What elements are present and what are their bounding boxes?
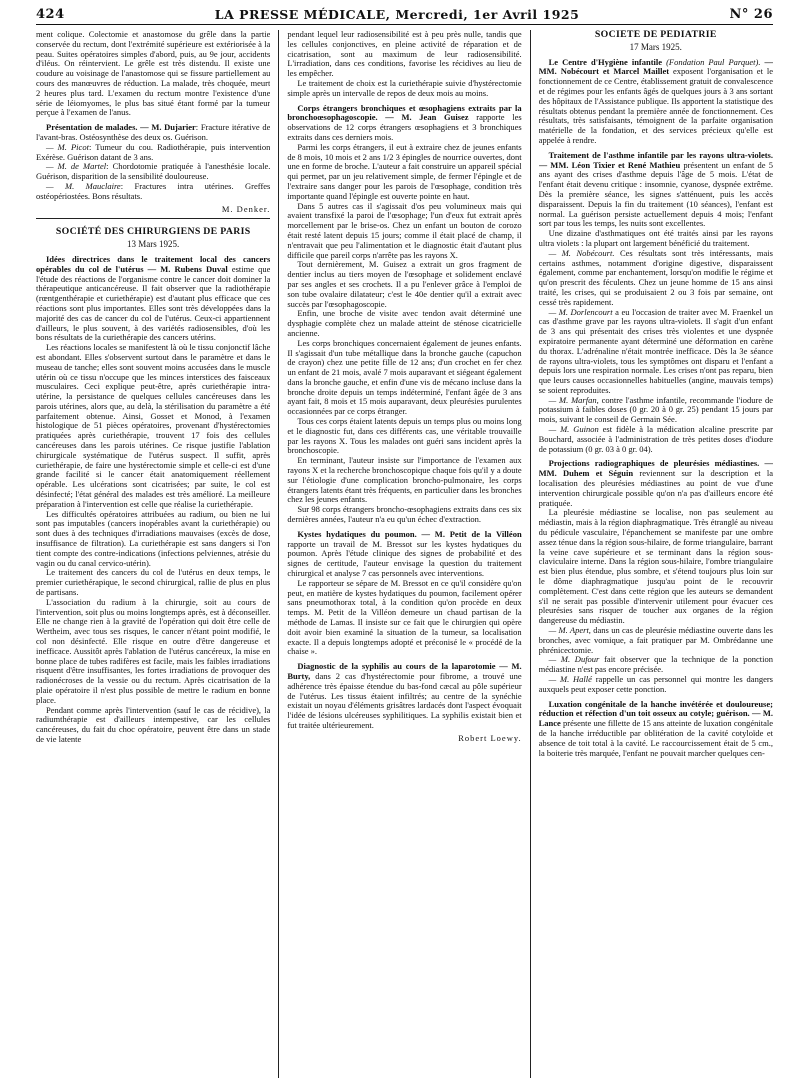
paragraph: ment colique. Colectomie et anastomose du grêle dans la partie conservée du rectum, dont l'extrémité supérieure est extériorisée à la peau. Suites opératoires simples d'abord, puis, au 9e jour, accidents d'iléus. On réintervient. Le grêle est très distendu. Il existe une coudure au voisinage de l'anastomose qui se fissure partiellement au cours des manœuvres de réduction. La malade, très choquée, meurt 2 heures plus tard. L'examen du rectum montre l'existence d'une série de léiomyomes, le plus bas situé étant formé par la tumeur perçue à l'examen de l'anus. [36, 30, 271, 118]
paragraph: Dans 5 autres cas il s'agissait d'os peu volumineux mais qui avaient transfixé la paroi de l'œsophage; l'un d'eux fut extrait après morcellement par le brise-os. Chez un enfant un bouton de corozo était resté latent depuis 15 jours; comme il était placé de champ, il n'entravait que peu l'alimentation et le diagnostic était d'autant plus difficile que pareil corps n'arrête pas les rayons X. [287, 200, 522, 260]
paragraph [36, 162, 270, 182]
paragraph [539, 425, 773, 454]
paragraph [36, 255, 270, 343]
section-title: SOCIÉTÉ DE PÉDIATRIE [594, 30, 717, 40]
signature: Robert Loewy. [458, 732, 522, 743]
rubric-title: Corps étrangers bronchiques et œsophagiens extraits par la bronchoœsophagoscopie. — M. Jean Guisez [287, 102, 522, 123]
rubric-title: — M. Picot [46, 141, 89, 152]
paragraph [539, 58, 773, 146]
paragraph-text: reviennent sur la description et la localisation des pleurésies médiastines au point de vue d'une intervention chirurgicale possible qu'on n'a pas d'ailleurs encore été pratiquée. [538, 468, 773, 508]
section-title: SOCIÉTÉ DES CHIRURGIENS DE PARIS [55, 226, 251, 238]
section-date: 17 Mars 1925. [629, 41, 682, 52]
paragraph-text: dans un cas de pleurésie médiastine ouverte dans les bronches, avec vomique, a fait pratiquer par M. Ombrédanne une phrénicectomie. [538, 625, 773, 655]
paragraph-text: exposent l'organisation et le fonctionnement de ce Centre, établissement gratuit de convalescence et de régimes pour les enfants âgés de quelques jours à 3 ans sortant des hôpitaux de l'Assistance publique. Ils apportent la statistique des résultats obtenus pendant la première année de fonctionnement. Ces résultats, très satisfaisants, témoignent de la parfaite organisation matérielle de la fondation, et des services précieux qu'elle est appelée à rendre. [538, 66, 773, 145]
rubric-title: Traitement de l'asthme infantile par les rayons ultra-violets. — MM. Léon Tixier et René Mathieu [538, 149, 773, 170]
paragraph-text: contre l'asthme infantile, recommande l'iodure de potassium à faibles doses (0 gr. 20 à 0 gr. 25) pendant 15 jours par mois, suivant le conseil de Germain Sée. [538, 394, 773, 425]
paragraph-text: estime que l'étude des réactions de l'organisme contre le cancer doit dominer la thérapeutique anticancéreuse. Il fait observer que la radiothérapie (rœntgenthérapie et curiethérapie) est d'autant plus efficace que ces réactions sont plus importantes. Elles sont très développées dans la majorité des cas de cancer du col de l'utérus. Ceux-ci appartiennent d'ailleurs, le plus souvent, à des variétés radiosensibles, d'où les bons résultats de la curiethérapie des cancers utérins. [36, 263, 271, 343]
rubric-title: Le Centre d'Hygiène infantile [548, 56, 663, 67]
paragraph-text: dans 2 cas d'hystérectomie pour fibrome, a trouvé une adhérence très épaisse étendue du bas-fond cæcal au pôle supérieur de l'utérus. Les tissus étaient infiltrés; au centre de la synéchie existait un noyau d'éléments grisâtres lardacés dont l'aspect évoquait l'idée de lésions ulcéreuses syphilitiques. La syphilis existait bien et fut traitée ultérieurement. [287, 671, 522, 730]
paragraph: Pendant comme après l'intervention (sauf le cas de récidive), la radiumthérapie est d'ailleurs intempestive, car les cellules cancéreuses, du fait du choc opératoire, peuvent être dans un stade de vie latente [36, 704, 271, 744]
paragraph-text: rapporte les observations de 12 corps étrangers œsophagiens et 3 bronchiques extraits dans ces derniers mois. [287, 112, 522, 142]
page-header [36, 2, 773, 22]
rubric-title: Présentation de malades. — M. Dujarier [46, 122, 196, 133]
paragraph-text: : Chordotomie pratiquée à l'anesthésie locale. Guérison, disparition de la sensibilité douloureuse. [36, 161, 271, 182]
paragraph: La pleurésie médiastine se localise, non pas seulement au médiastin, mais à la région diaphragmatique. Très étranglé au niveau du pédicule vasculaire, l'épanchement se manifeste par une ombre assez ténue dans la région sous-hilaire, de forme triangulaire, barrant la veine cave supérieure et se terminant dans la région sous-claviculaire interne. Dans la région sous-hilaire, l'ombre triangulaire est bien plus étendue, plus sombre, et s'étend toujours plus loin sur le dôme diaphragmatique jusqu'au point de le recouvrir complètement. C'est dans cette région que les auteurs se demandent s'il ne serait pas possible d'intervenir utilement pour évacuer ces pleurésies sans risquer de toucher aux organes de la région dangereuse du médiastin. [538, 507, 773, 626]
paragraph: Le traitement de choix est la curiethérapie suivie d'hystérectomie simple après un intervalle de repos de deux mois au moins. [287, 77, 522, 98]
rubric-title: Kystes hydatiques du poumon. — M. Petit de la Villéon [297, 528, 522, 539]
paragraph [539, 675, 773, 695]
paragraph: L'association du radium à la chirurgie, soit au cours de l'intervention, soit plus ou moins longtemps après, est à déconseiller. Elle ne change rien à la gravité de l'opération qui doit être celle de Wertheim, avec tous ses risques, le cancer n'étant point modifié, le col non désinfecté. Elle risque en outre d'être dangereuse et inefficace. Aussitôt après l'ablation de l'utérus cancéreux, la mise en bonne place de tubes radifères est facile, mais les faibles irradiations risquent d'être insuffisantes, les fortes irradiations de provoquer des radionécroses de la vessie ou du rectum. Après cicatrisation de la plaie opératoire il n'est plus possible de mettre le radium en bonne place. [36, 596, 271, 705]
masthead-title: LA PRESSE MÉDICALE, Mercredi, 1er Avril 1925 [214, 7, 580, 22]
column-2 [287, 30, 521, 1078]
paragraph [539, 459, 773, 508]
header-rule [36, 24, 773, 25]
paragraph: Les corps bronchiques concernaient également de jeunes enfants. Il s'agissait d'un tube métallique dans la bronche gauche (capuchon de crayon) chez une petite fille de 12 ans; d'un crochet en fer chez un enfant de 21 mois, avalé 7 mois auparavant et siégeant également dans la bronche gauche, et enfin d'une vis de mécano incluse dans la bronche droite depuis un temps indéterminé, l'enfant âgée de 3 ans ayant fait, 8 mois et 15 mois auparavant, deux pleurésies purulentes occasionnées par ce corps étranger. [287, 337, 522, 417]
rubric-title: — M. Dorlencourt [548, 306, 613, 317]
paragraph [539, 151, 773, 229]
paragraph-text: : Tumeur du cou. Radiothérapie, puis intervention Exérèse. Guérison datant de 3 ans. [36, 141, 271, 162]
paragraph-text: rappelle un cas personnel qui montre les dangers auxquels peut exposer cette ponction. [538, 674, 773, 694]
rubric-title: — M. Guinon [548, 424, 599, 435]
rubric-title: — M. de Martel [46, 161, 107, 172]
paragraph: Sur 98 corps étrangers broncho-œsophagiens extraits dans ces six dernières années, l'auteur n'a eu qu'un échec d'extraction. [287, 504, 522, 525]
column-divider [530, 30, 531, 1078]
paragraph: Tout dernièrement, M. Guisez a extrait un gros fragment de dentier inclus au tiers moyen de l'œsophage et solidement enclavé par ses angles et ses crochets. Il a pu l'enlever grâce à l'emploi de son tube ovalaire dilatateur; c'est le 40e dentier qu'il a extrait avec succès par l'œsophagoscopie. [287, 259, 522, 309]
paragraph [539, 626, 773, 655]
paragraph: Le traitement des cancers du col de l'utérus en deux temps, le premier curiethérapique, le second chirurgical, rallie de plus en plus de partisans. [36, 567, 271, 598]
column-divider [278, 30, 279, 1078]
paragraph: Les réactions locales se manifestent là où le tissu conjonctif lâche est abondant. Elles s'observent surtout dans le paramètre et dans le museau de tanche; elles sont souvent moins accusées dans le muscle utérin où ce tissu n'occupe que les minces interstices des faisceaux musculaires. Ceci explique peut-être, après curiethérapie intra-utérine, la persistance de quelques cellules cancéreuses dans les parois utérines, alors que, au delà, la stérilisation du paramètre a été parfaitement obtenue. Ainsi, Gosset et Monod, à l'examen histologique de 51 pièces opératoires, provenant d'hystérectomies pratiquées après curiethérapie, trouvent 17 fois des cellules cancéreuses dans les parois utérines. Ce risque justifie l'ablation chirurgicale systématique de l'utérus suspect. Il suffit, après curiethérapie, de faire une hystérectomie simple et celle-ci est d'une grande facilité si le cancer était anatomiquement réellement opérable. Les ulcérations sont cicatrisées; par suite, le col est désinfecté; l'état général des malades est très amélioré. La meilleure préparation à l'intervention est celle que réalise la curiethérapie. [36, 342, 271, 509]
paragraph: Enfin, une broche de visite avec tendon avait déterminé une dysphagie complète chez un malade atteint de sténose cicatricielle ancienne. [287, 308, 522, 338]
paragraph: pendant lequel leur radiosensibilité est à peu près nulle, tandis que les cellules conjonctives, en pleine activité de réparation et de cicatrisation, sont au maximum de leur radiosensibilité. L'irradiation, dans ces conditions, favorise les récidives au lieu de les empêcher. [287, 30, 522, 79]
paragraph [539, 249, 773, 308]
signature: M. Denker. [221, 203, 271, 214]
paragraph [287, 530, 521, 579]
paragraph: Les difficultés opératoires attribuées au radium, ou bien ne lui sont pas imputables (cancers inopérables avant la curiethérapie) ou sont dues à des techniques d'irradiations mauvaises (excès de dose, insuffisance de filtration). La curiethérapie est sans dangers si l'on tient compte des contre-indications (infections pelviennes, atrésie du vagin ou du canal cervico-utérin). [36, 508, 271, 568]
section-date: 13 Mars 1925. [127, 239, 180, 250]
rubric-title: — M. Hallé [548, 674, 592, 684]
paragraph [36, 143, 270, 163]
columns [36, 30, 773, 1078]
paragraph: En terminant, l'auteur insiste sur l'importance de l'examen aux rayons X et la recherche bronchoscopique chaque fois qu'il y a doute sur l'étiologie d'une complication broncho-pulmonaire, les corps étrangers latents étant très fréquents, en particulier dans les bronches chez les jeunes enfants. [287, 455, 522, 505]
rubric-title: Diagnostic de la syphilis au cours de la laparotomie — M. Burty, [287, 661, 522, 681]
column-3 [539, 30, 773, 1078]
paragraph-text: fait observer que la technique de la ponction médiastine n'est pas encore précisée. [538, 654, 773, 675]
paragraph [287, 104, 521, 143]
paragraph [36, 123, 270, 143]
rubric-title: Idées directrices dans le traitement local des cancers opérables du col de l'utérus — M. Rubens Duval [36, 253, 271, 274]
rubric-title: — M. Dufour [548, 654, 600, 665]
rubric-title: Projections radiographiques de pleurésies médiastines. — MM. Duhem et Séguin [538, 458, 773, 479]
paragraph-text: Ces résultats sont très intéressants, mais certains asthmes, notamment d'origine digestive, disparaissent également, comme par enchantement, lorsqu'on modifie le régime et qu'on prescrit des féculents. Chez un jeune homme de 15 ans ainsi traité, les crises, qui se produisaient 2 ou 3 fois par semaine, ont cessé très rapidement. [538, 247, 773, 307]
paragraph-text: : Fractures intra utérines. Greffes ostéopériostées. Bons résultats. [36, 180, 271, 201]
rubric-subtitle: (Fondation Paul Parquet). [666, 56, 761, 67]
rubric-title: — M. Mauclaire [46, 180, 121, 191]
paragraph: Une dizaine d'asthmatiques ont été traités ainsi par les rayons ultra violets : la plupart ont largement bénéficié du traitement. [538, 228, 773, 248]
paragraph-text: présente une fillette de 15 ans atteinte de luxation congénitale de la hanche irréductible par oblitération de la cavité cotyloïde et absence de toit total à la cavité. Le raccourcissement était de 5 cm., la boiterie très marquée, l'enfant ne pouvait marcher quelques cen- [538, 718, 773, 758]
paragraph-text: rapporte un travail de M. Bressot sur les kystes hydatiques du poumon. Après l'étude clinique des signes de probabilité et des signes de certitude, l'auteur envisage la question du traitement chirurgical et analyse 7 cas personnels avec interventions. [287, 538, 522, 579]
rubric-title: Luxation congénitale de la hanche invétérée et douloureuse; réduction et réfection d'un toit osseux au cotyle; guérison. — M. Lance [538, 698, 773, 729]
paragraph [539, 396, 773, 425]
rubric-title: — M. Apert, [548, 625, 591, 636]
paragraph: Tous ces corps étaient latents depuis un temps plus ou moins long et le diagnostic fut, dans ces différents cas, une véritable trouvaille par les rayons X. Tous les malades ont guéri sans incident après la bronchoscopie. [287, 416, 522, 456]
page-number: 424 [36, 7, 65, 22]
rubric-title: — M. Marfan, [548, 394, 599, 405]
paragraph-text: : Fracture itérative de l'avant-bras. Ostéosynthèse des deux os. Guérison. [36, 122, 271, 142]
paragraph-text: présentent un enfant de 5 ans ayant des crises d'asthme depuis l'âge de 5 mois. L'état de l'enfant était devenu critique : insomnie, cyanose, dyspnée extrême. Dès la première séance, les signes s'atténuent, puis les accès disparaissent. Depuis la fin du traitement (10 séances), l'enfant est normal. La guérison persiste actuellement depuis 4 mois; l'enfant sort par tous les temps, les nuits sont excellentes. [538, 159, 773, 229]
paragraph-text: a eu l'occasion de traiter avec M. Fraenkel un cas d'asthme grave par les rayons ultra-violets. Il s'agit d'un enfant de 3 ans qui présentait des crises très violentes et une dyspnée expiratoire permanente ayant déterminé une déformation en carène du thorax. L'adrénaline n'était montrée inefficace. Dès la 3e séance de rayons ultra-violets, tous les symptômes ont disparu et l'enfant a depuis lors une respiration normale. Les crises n'ont pas reparu, bien que leurs causes occasionnelles habituelles (angine, mauvais temps) se soient reproduites. [538, 306, 773, 395]
section-rule [36, 218, 270, 219]
rubric-title: — M. Nobécourt. [548, 247, 615, 258]
paragraph: Parmi les corps étrangers, il eut à extraire chez de jeunes enfants de 8 mois, 10 mois et 2 ans 1/2 3 épingles de nourrice ouvertes, dont une en forme de broche. L'auteur a fait construire un appareil spécial qui permet, par un jeu relativement simple, de fermer l'épingle et de l'extraire sans danger pour les parois de l'œsophage, condition très importante quand l'épingle est ouverte pointe en haut. [287, 141, 522, 201]
paragraph: Le rapporteur se sépare de M. Bressot en ce qu'il considère qu'on peut, en matière de kystes hydatiques du poumon, facilement opérer sans pneumothorax total, à la condition qu'on procède en deux temps. M. Petit de la Villéon demeure un chaud partisan de la méthode de Lamas. Il insiste sur ce fait que le chirurgien qui opère doit avoir bien examiné la situation de la tumeur, sa localisation exacte. Il a depuis longtemps adopté et préconisé le « procédé de la chaise ». [287, 577, 522, 657]
paragraph [539, 655, 773, 675]
paragraph-text: est fidèle à la médication alcaline prescrite par Bouchard, associée à l'administration de très petites doses d'iodure de potassium (0 gr. 03 à 0 gr. 04). [538, 424, 773, 454]
paragraph [539, 308, 773, 396]
rubric-authors: — MM. Nobécourt et Marcel Maillet [538, 56, 773, 77]
paragraph [287, 662, 521, 731]
issue-number: N° 26 [729, 7, 773, 22]
paragraph [36, 182, 270, 202]
column-1 [36, 30, 270, 1078]
paragraph [539, 700, 773, 759]
